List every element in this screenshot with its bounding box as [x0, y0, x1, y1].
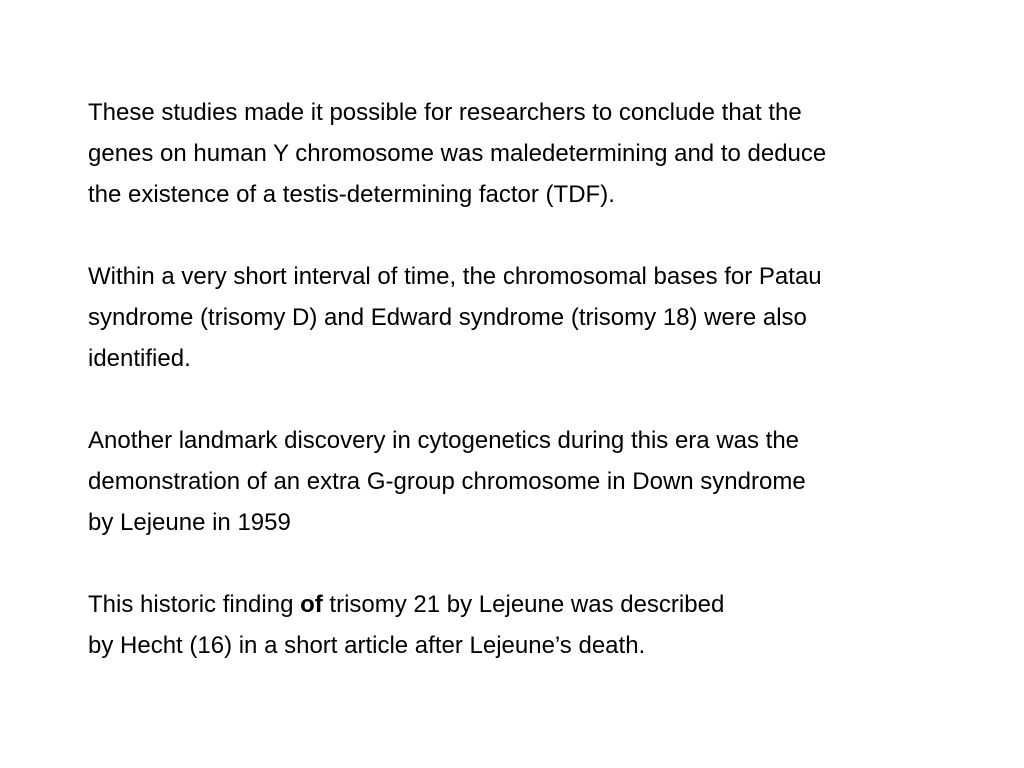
- text-segment: trisomy 21 by Lejeune was described: [322, 591, 725, 618]
- text-line: These studies made it possible for researchers to conclude that the: [88, 99, 802, 126]
- text-line: genes on human Y chromosome was maledetermining and to deduce: [88, 140, 827, 167]
- text-line: identified.: [88, 345, 191, 372]
- paragraph-hecht: [88, 584, 988, 666]
- text-line: by Lejeune in 1959: [88, 509, 291, 536]
- paragraph-down-syndrome: [88, 420, 988, 543]
- paragraph-patau-edward: [88, 256, 988, 379]
- paragraph-tdf: [88, 92, 988, 215]
- text-line: syndrome (trisomy D) and Edward syndrome (trisomy 18) were also: [88, 304, 807, 331]
- text-segment: This historic finding: [88, 591, 301, 618]
- text-line: the existence of a testis-determining factor (TDF).: [88, 181, 615, 208]
- text-line: Another landmark discovery in cytogenetics during this era was the: [88, 427, 800, 454]
- text-line: [88, 584, 988, 625]
- text-line: Within a very short interval of time, the chromosomal bases for Patau: [88, 263, 822, 290]
- text-line: demonstration of an extra G-group chromosome in Down syndrome: [88, 468, 806, 495]
- bold-word: of: [300, 591, 323, 618]
- slide-text-body: [88, 92, 988, 707]
- text-line: by Hecht (16) in a short article after Lejeune’s death.: [88, 632, 646, 659]
